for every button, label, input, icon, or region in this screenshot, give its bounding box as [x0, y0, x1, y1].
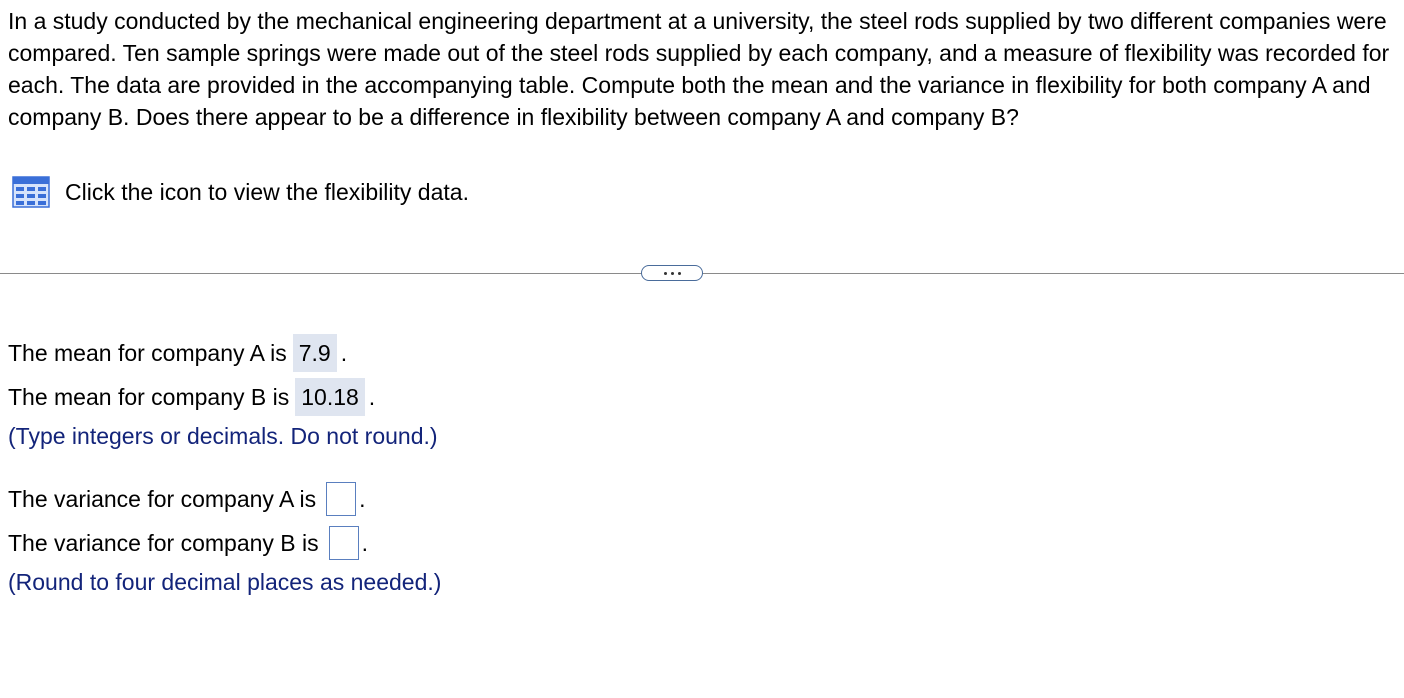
variance-a-period: .: [359, 486, 366, 512]
table-grid-icon[interactable]: [12, 176, 50, 208]
variance-b-input[interactable]: [329, 526, 359, 560]
more-options-button[interactable]: [641, 265, 703, 281]
mean-hint: (Type integers or decimals. Do not round.): [8, 423, 438, 449]
mean-b-label: The mean for company B is: [8, 384, 290, 410]
mean-a-line: [8, 334, 347, 372]
dot-icon: [678, 272, 681, 275]
dot-icon: [664, 272, 667, 275]
dot-icon: [671, 272, 674, 275]
mean-a-answer: 7.9: [293, 334, 337, 372]
variance-b-period: .: [361, 530, 369, 556]
mean-b-line: [8, 378, 375, 416]
view-data-text: Click the icon to view the flexibility data.: [65, 179, 469, 205]
variance-a-line: [8, 480, 366, 518]
variance-b-line: [8, 524, 368, 562]
question-text: In a study conducted by the mechanical engineering department at a university, the steel rods supplied by two different companies were compared. Ten sample springs were made out of the steel rods supplied by each company, and a measure of flexibility was recorded for each. The data are provided in the accompanying table. Compute both the mean and the variance in flexibility for both company A and company B. Does there appear to be a difference in flexibility between company A and company B?: [8, 8, 1390, 130]
mean-b-answer: 10.18: [295, 378, 365, 416]
variance-b-label: The variance for company B is: [8, 530, 319, 556]
mean-a-period: .: [340, 340, 348, 366]
variance-a-label: The variance for company A is: [8, 486, 317, 512]
variance-hint: (Round to four decimal places as needed.): [8, 569, 442, 595]
mean-b-period: .: [368, 384, 376, 410]
variance-a-input[interactable]: [326, 482, 356, 516]
mean-a-label: The mean for company A is: [8, 340, 287, 366]
view-data-link[interactable]: [12, 176, 469, 208]
